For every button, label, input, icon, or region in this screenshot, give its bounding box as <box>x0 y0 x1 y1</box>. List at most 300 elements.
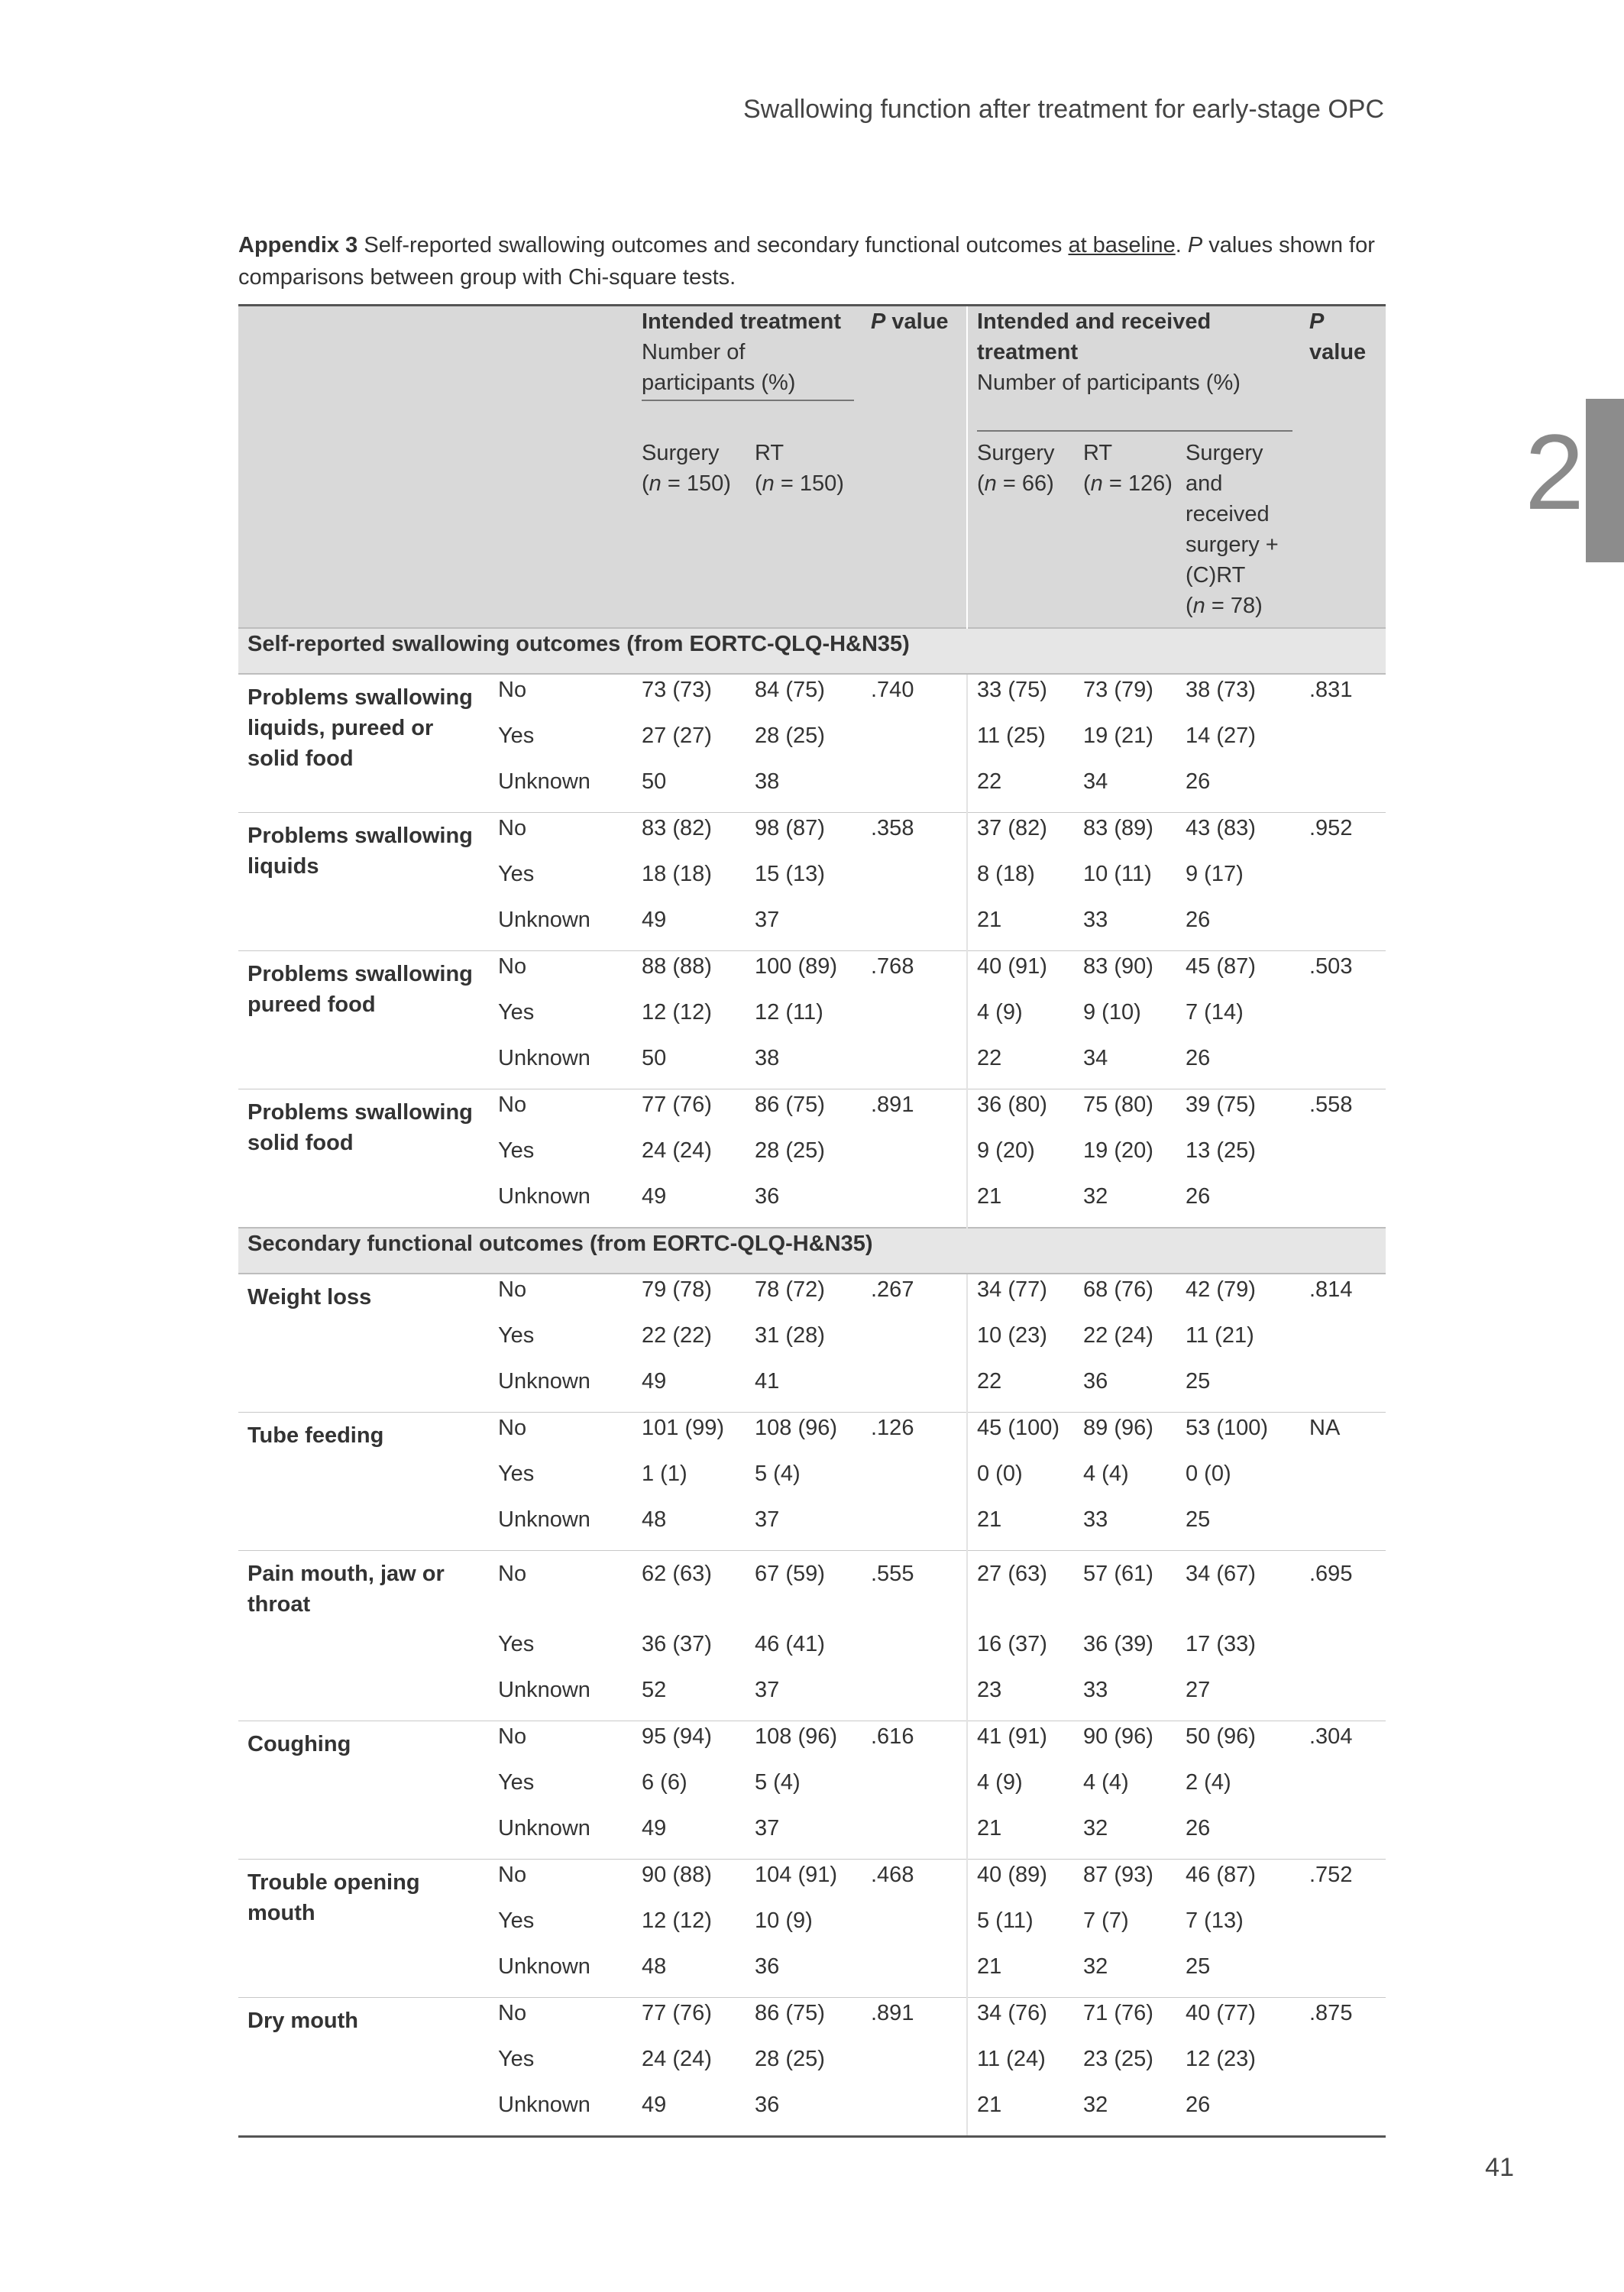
value-cell: 41 (91) <box>967 1721 1074 1768</box>
value-cell: 90 (88) <box>632 1860 746 1906</box>
response-label: Yes <box>498 1770 535 1795</box>
value-cell: 17 (33) <box>1186 1632 1256 1656</box>
table-row <box>238 813 1386 860</box>
response-label: Unknown <box>498 1954 590 1979</box>
intended-title: Intended treatment <box>642 309 842 334</box>
value-cell: 22 <box>967 1366 1074 1413</box>
value-cell: 90 (96) <box>1074 1721 1176 1768</box>
value-cell: 26 <box>1186 1046 1211 1070</box>
pvalue-cell <box>1300 1951 1386 1998</box>
value-cell: 40 (77) <box>1176 1998 1300 2044</box>
caption-text-middle: . <box>1175 233 1188 257</box>
pvalue-cell <box>1300 1135 1386 1181</box>
pvalue-cell <box>1300 1366 1386 1413</box>
value-cell: 21 <box>967 1181 1074 1228</box>
value-cell: 36 <box>755 2093 780 2117</box>
col-n: (n = 150) <box>642 471 731 496</box>
value-cell: 37 <box>755 1678 780 1702</box>
results-table <box>238 304 1386 2138</box>
value-cell: 53 (100) <box>1176 1413 1300 1459</box>
page-number: 41 <box>1485 2153 1514 2182</box>
table-row <box>238 1413 1386 1459</box>
value-cell: 32 <box>1083 1954 1108 1979</box>
value-cell: 22 <box>967 766 1074 813</box>
value-cell: 88 (88) <box>632 951 746 998</box>
pvalue-cell <box>862 1675 967 1721</box>
header-intended-treatment <box>632 306 862 432</box>
value-cell: 12 (23) <box>1186 2047 1256 2071</box>
pvalue-cell: .126 <box>862 1413 967 1459</box>
pvalue-cell <box>1300 766 1386 813</box>
pvalue-cell: .814 <box>1300 1274 1386 1320</box>
pvalue1-p: P <box>871 309 886 334</box>
value-cell: 83 (82) <box>632 813 746 860</box>
value-cell: 36 (80) <box>967 1089 1074 1136</box>
outcome-name: Problems swallowing solid food <box>238 1089 489 1229</box>
value-cell: 21 <box>967 905 1074 951</box>
value-cell: 28 (25) <box>755 2047 825 2071</box>
value-cell: 86 (75) <box>746 1998 862 2044</box>
value-cell: 36 <box>755 1954 780 1979</box>
table-caption <box>238 229 1384 293</box>
pvalue-cell <box>1300 1767 1386 1813</box>
response-label: Yes <box>498 1000 535 1025</box>
value-cell: 6 (6) <box>642 1770 687 1795</box>
pvalue-cell <box>1300 1320 1386 1366</box>
pvalue-cell: .952 <box>1300 813 1386 860</box>
response-label: Unknown <box>498 1507 590 1532</box>
pvalue-cell <box>862 1135 967 1181</box>
value-cell: 108 (96) <box>746 1721 862 1768</box>
caption-text-before: Self-reported swallowing outcomes and secondary functional outcomes <box>357 233 1069 257</box>
value-cell: 23 <box>967 1675 1074 1721</box>
value-cell: 40 (89) <box>967 1860 1074 1906</box>
value-cell: 27 (63) <box>967 1551 1074 1630</box>
header-empty <box>1300 432 1386 628</box>
value-cell: 49 <box>642 2093 667 2117</box>
pvalue-cell: .267 <box>862 1274 967 1320</box>
received-sub: Number of participants (%) <box>977 371 1241 395</box>
value-cell: 108 (96) <box>746 1413 862 1459</box>
response-label: Unknown <box>498 1046 590 1070</box>
value-cell: 10 (9) <box>755 1908 813 1933</box>
value-cell: 11 (25) <box>967 720 1074 766</box>
pvalue-cell <box>1300 859 1386 905</box>
value-cell: 46 (41) <box>755 1632 825 1656</box>
response-label: Unknown <box>498 1816 590 1840</box>
response-label: No <box>489 951 632 998</box>
value-cell: 28 (25) <box>755 724 825 748</box>
value-cell: 83 (89) <box>1074 813 1176 860</box>
chapter-number: 2 <box>1525 412 1584 532</box>
pvalue-cell: .740 <box>862 674 967 720</box>
value-cell: 39 (75) <box>1176 1089 1300 1136</box>
value-cell: 68 (76) <box>1074 1274 1176 1320</box>
pvalue2-rest: value <box>1309 340 1367 364</box>
value-cell: 26 <box>1186 908 1211 932</box>
value-cell: 21 <box>967 1951 1074 1998</box>
pvalue-cell: .875 <box>1300 1998 1386 2044</box>
outcome-name: Dry mouth <box>238 1998 489 2137</box>
pvalue-cell <box>1300 905 1386 951</box>
value-cell: 34 <box>1083 1046 1108 1070</box>
table-row <box>238 1089 1386 1136</box>
pvalue1-rest: value <box>885 309 949 334</box>
value-cell: 19 (20) <box>1083 1138 1153 1163</box>
response-label: No <box>489 1998 632 2044</box>
col-n: (n = 66) <box>977 471 1054 496</box>
outcome-name: Pain mouth, jaw or throat <box>238 1551 489 1721</box>
header-pvalue-1 <box>862 306 967 432</box>
value-cell: 37 (82) <box>967 813 1074 860</box>
pvalue-cell: .752 <box>1300 1860 1386 1906</box>
value-cell: 4 (4) <box>1083 1462 1129 1486</box>
value-cell: 28 (25) <box>755 1138 825 1163</box>
pvalue-cell <box>1300 1181 1386 1228</box>
value-cell: 73 (79) <box>1074 674 1176 720</box>
value-cell: 43 (83) <box>1176 813 1300 860</box>
pvalue-cell <box>1300 1458 1386 1504</box>
value-cell: 34 <box>1083 769 1108 794</box>
response-label: Unknown <box>498 2093 590 2117</box>
value-cell: 48 <box>642 1954 667 1979</box>
table-row <box>238 1721 1386 1768</box>
pvalue-cell <box>862 2044 967 2090</box>
value-cell: 0 (0) <box>967 1458 1074 1504</box>
pvalue-cell: .831 <box>1300 674 1386 720</box>
value-cell: 87 (93) <box>1074 1860 1176 1906</box>
col-header <box>1176 432 1300 628</box>
pvalue-cell <box>1300 720 1386 766</box>
header-received-treatment <box>967 306 1300 432</box>
value-cell: 26 <box>1186 1184 1211 1209</box>
col-label: Surgery <box>642 441 720 465</box>
pvalue-cell: .768 <box>862 951 967 998</box>
value-cell: 4 (9) <box>967 1767 1074 1813</box>
response-label: No <box>489 813 632 860</box>
value-cell: 15 (13) <box>755 862 825 886</box>
value-cell: 9 (17) <box>1186 862 1244 886</box>
response-label: Unknown <box>498 1184 590 1209</box>
pvalue-cell: .503 <box>1300 951 1386 998</box>
value-cell: 50 <box>642 769 667 794</box>
value-cell: 2 (4) <box>1186 1770 1231 1795</box>
value-cell: 40 (91) <box>967 951 1074 998</box>
value-cell: 5 (11) <box>967 1905 1074 1951</box>
pvalue-cell <box>862 1951 967 1998</box>
response-label: Yes <box>498 1632 535 1656</box>
value-cell: 52 <box>642 1678 667 1702</box>
value-cell: 46 (87) <box>1176 1860 1300 1906</box>
value-cell: 75 (80) <box>1074 1089 1176 1136</box>
pvalue-cell <box>862 905 967 951</box>
pvalue-cell <box>862 766 967 813</box>
pvalue-cell: .558 <box>1300 1089 1386 1136</box>
response-label: Yes <box>498 2047 535 2071</box>
col-n: (n = 126) <box>1083 471 1173 496</box>
value-cell: 41 <box>755 1369 780 1394</box>
pvalue2-p: P <box>1309 309 1325 334</box>
header-empty <box>489 306 632 432</box>
value-cell: 36 <box>755 1184 780 1209</box>
outcome-name: Weight loss <box>238 1274 489 1413</box>
pvalue-cell <box>1300 2090 1386 2137</box>
section-title: Self-reported swallowing outcomes (from EORTC-QLQ-H&N35) <box>238 628 1386 674</box>
value-cell: 14 (27) <box>1186 724 1256 748</box>
pvalue-cell: NA <box>1300 1413 1386 1459</box>
col-header <box>967 432 1074 628</box>
value-cell: 83 (90) <box>1074 951 1176 998</box>
value-cell: 50 <box>642 1046 667 1070</box>
col-label: Surgery and received surgery + (C)RT <box>1186 441 1279 588</box>
value-cell: 49 <box>642 1184 667 1209</box>
pvalue-cell <box>862 1320 967 1366</box>
pvalue-cell: .616 <box>862 1721 967 1768</box>
value-cell: 38 <box>755 1046 780 1070</box>
value-cell: 77 (76) <box>632 1998 746 2044</box>
response-label: No <box>489 1413 632 1459</box>
value-cell: 42 (79) <box>1176 1274 1300 1320</box>
pvalue-cell <box>862 1504 967 1551</box>
value-cell: 37 <box>755 908 780 932</box>
value-cell: 37 <box>755 1816 780 1840</box>
pvalue-cell <box>1300 1813 1386 1860</box>
value-cell: 22 <box>967 1043 1074 1089</box>
value-cell: 23 (25) <box>1083 2047 1153 2071</box>
caption-p-italic: P <box>1187 233 1203 257</box>
value-cell: 49 <box>642 908 667 932</box>
value-cell: 78 (72) <box>746 1274 862 1320</box>
value-cell: 95 (94) <box>632 1721 746 1768</box>
response-label: Unknown <box>498 769 590 794</box>
response-label: Yes <box>498 862 535 886</box>
value-cell: 18 (18) <box>642 862 712 886</box>
value-cell: 22 (24) <box>1083 1323 1153 1348</box>
value-cell: 13 (25) <box>1186 1138 1256 1163</box>
pvalue-cell <box>862 1767 967 1813</box>
response-label: No <box>489 674 632 720</box>
value-cell: 25 <box>1186 1369 1211 1394</box>
pvalue-cell <box>862 1366 967 1413</box>
value-cell: 19 (21) <box>1083 724 1153 748</box>
value-cell: 24 (24) <box>642 2047 712 2071</box>
value-cell: 26 <box>1186 769 1211 794</box>
received-title: Intended and received treatment <box>977 309 1212 364</box>
value-cell: 71 (76) <box>1074 1998 1176 2044</box>
value-cell: 49 <box>642 1816 667 1840</box>
col-header <box>632 432 746 628</box>
value-cell: 12 (12) <box>642 1000 712 1025</box>
table-row <box>238 1274 1386 1320</box>
pvalue-cell <box>1300 2044 1386 2090</box>
value-cell: 8 (18) <box>967 859 1074 905</box>
value-cell: 12 (11) <box>755 1000 823 1025</box>
value-cell: 7 (13) <box>1186 1908 1244 1933</box>
table-row <box>238 951 1386 998</box>
value-cell: 36 <box>1083 1369 1108 1394</box>
value-cell: 36 (39) <box>1083 1632 1153 1656</box>
value-cell: 100 (89) <box>746 951 862 998</box>
value-cell: 32 <box>1083 1184 1108 1209</box>
value-cell: 77 (76) <box>632 1089 746 1136</box>
col-label: Surgery <box>977 441 1055 465</box>
pvalue-cell <box>862 1043 967 1089</box>
response-label: Yes <box>498 1323 535 1348</box>
outcome-name: Coughing <box>238 1721 489 1860</box>
col-n: (n = 78) <box>1186 594 1263 618</box>
value-cell: 67 (59) <box>746 1551 862 1630</box>
pvalue-cell: .468 <box>862 1860 967 1906</box>
response-label: Yes <box>498 1462 535 1486</box>
value-cell: 49 <box>642 1369 667 1394</box>
response-label: No <box>489 1721 632 1768</box>
table-body <box>238 628 1386 2137</box>
header-empty <box>238 306 489 432</box>
value-cell: 36 (37) <box>642 1632 712 1656</box>
header-empty <box>489 432 632 628</box>
section-title: Secondary functional outcomes (from EORTC-QLQ-H&N35) <box>238 1228 1386 1274</box>
pvalue-cell <box>862 2090 967 2137</box>
col-label: RT <box>755 441 785 465</box>
value-cell: 50 (96) <box>1176 1721 1300 1768</box>
value-cell: 4 (9) <box>967 997 1074 1043</box>
value-cell: 57 (61) <box>1074 1551 1176 1630</box>
pvalue-cell: .358 <box>862 813 967 860</box>
caption-label: Appendix 3 <box>238 233 358 257</box>
value-cell: 11 (21) <box>1186 1323 1254 1348</box>
pvalue-cell <box>862 1629 967 1675</box>
section-header-row <box>238 1228 1386 1274</box>
table-row <box>238 674 1386 720</box>
header-pvalue-2 <box>1300 306 1386 432</box>
value-cell: 1 (1) <box>642 1462 687 1486</box>
pvalue-cell: .891 <box>862 1089 967 1136</box>
col-n: (n = 150) <box>755 471 844 496</box>
value-cell: 31 (28) <box>755 1323 825 1348</box>
caption-underlined: at baseline <box>1068 233 1176 257</box>
pvalue-cell: .891 <box>862 1998 967 2044</box>
outcome-name: Problems swallowing liquids, pureed or solid food <box>238 674 489 813</box>
chapter-tab <box>1586 399 1624 562</box>
value-cell: 26 <box>1186 1816 1211 1840</box>
outcome-name: Problems swallowing pureed food <box>238 951 489 1089</box>
pvalue-cell <box>862 859 967 905</box>
value-cell: 27 (27) <box>642 724 712 748</box>
value-cell: 38 (73) <box>1176 674 1300 720</box>
pvalue-cell: .555 <box>862 1551 967 1630</box>
section-header-row <box>238 628 1386 674</box>
value-cell: 5 (4) <box>755 1462 801 1486</box>
col-label: RT <box>1083 441 1113 465</box>
table-row <box>238 1551 1386 1630</box>
value-cell: 21 <box>967 2090 1074 2137</box>
value-cell: 25 <box>1186 1954 1211 1979</box>
response-label: Unknown <box>498 908 590 932</box>
value-cell: 4 (4) <box>1083 1770 1129 1795</box>
value-cell: 9 (10) <box>1083 1000 1141 1025</box>
value-cell: 86 (75) <box>746 1089 862 1136</box>
value-cell: 10 (23) <box>967 1320 1074 1366</box>
value-cell: 7 (14) <box>1186 1000 1244 1025</box>
pvalue-cell <box>862 720 967 766</box>
value-cell: 73 (73) <box>632 674 746 720</box>
value-cell: 33 (75) <box>967 674 1074 720</box>
value-cell: 25 <box>1186 1507 1211 1532</box>
pvalue-cell: .304 <box>1300 1721 1386 1768</box>
col-header <box>1074 432 1176 628</box>
response-label: No <box>489 1860 632 1906</box>
value-cell: 12 (12) <box>642 1908 712 1933</box>
value-cell: 16 (37) <box>967 1629 1074 1675</box>
response-label: No <box>489 1274 632 1320</box>
response-label: No <box>489 1551 632 1630</box>
response-label: No <box>489 1089 632 1136</box>
pvalue-cell <box>862 1458 967 1504</box>
value-cell: 27 <box>1186 1678 1211 1702</box>
value-cell: 32 <box>1083 2093 1108 2117</box>
pvalue-cell <box>1300 1504 1386 1551</box>
pvalue-cell <box>1300 1043 1386 1089</box>
response-label: Yes <box>498 724 535 748</box>
value-cell: 33 <box>1083 908 1108 932</box>
value-cell: 9 (20) <box>967 1135 1074 1181</box>
value-cell: 32 <box>1083 1816 1108 1840</box>
value-cell: 21 <box>967 1813 1074 1860</box>
pvalue-cell <box>1300 1629 1386 1675</box>
col-header <box>746 432 862 628</box>
value-cell: 34 (76) <box>967 1998 1074 2044</box>
value-cell: 38 <box>755 769 780 794</box>
value-cell: 48 <box>642 1507 667 1532</box>
value-cell: 37 <box>755 1507 780 1532</box>
value-cell: 98 (87) <box>746 813 862 860</box>
pvalue-cell <box>1300 1905 1386 1951</box>
response-label: Yes <box>498 1908 535 1933</box>
value-cell: 62 (63) <box>632 1551 746 1630</box>
outcome-name: Trouble opening mouth <box>238 1860 489 1998</box>
pvalue-cell <box>1300 1675 1386 1721</box>
value-cell: 45 (87) <box>1176 951 1300 998</box>
value-cell: 84 (75) <box>746 674 862 720</box>
value-cell: 104 (91) <box>746 1860 862 1906</box>
value-cell: 26 <box>1186 2093 1211 2117</box>
response-label: Yes <box>498 1138 535 1163</box>
outcome-name: Tube feeding <box>238 1413 489 1551</box>
header-empty <box>238 432 489 628</box>
table-row <box>238 1860 1386 1906</box>
value-cell: 33 <box>1083 1507 1108 1532</box>
running-head: Swallowing function after treatment for early-stage OPC <box>742 95 1384 124</box>
value-cell: 89 (96) <box>1074 1413 1176 1459</box>
pvalue-cell <box>1300 997 1386 1043</box>
response-label: Unknown <box>498 1678 590 1702</box>
pvalue-cell <box>862 1905 967 1951</box>
value-cell: 33 <box>1083 1678 1108 1702</box>
intended-sub: Number of participants (%) <box>642 340 796 395</box>
pvalue-cell: .695 <box>1300 1551 1386 1630</box>
value-cell: 7 (7) <box>1083 1908 1129 1933</box>
value-cell: 5 (4) <box>755 1770 801 1795</box>
pvalue-cell <box>862 1181 967 1228</box>
header-empty <box>862 432 967 628</box>
value-cell: 21 <box>967 1504 1074 1551</box>
caption-text-after: values shown for comparisons between group with Chi-square tests. <box>238 233 1375 290</box>
pvalue-cell <box>862 997 967 1043</box>
value-cell: 34 (77) <box>967 1274 1074 1320</box>
value-cell: 24 (24) <box>642 1138 712 1163</box>
pvalue-cell <box>862 1813 967 1860</box>
value-cell: 10 (11) <box>1083 862 1152 886</box>
